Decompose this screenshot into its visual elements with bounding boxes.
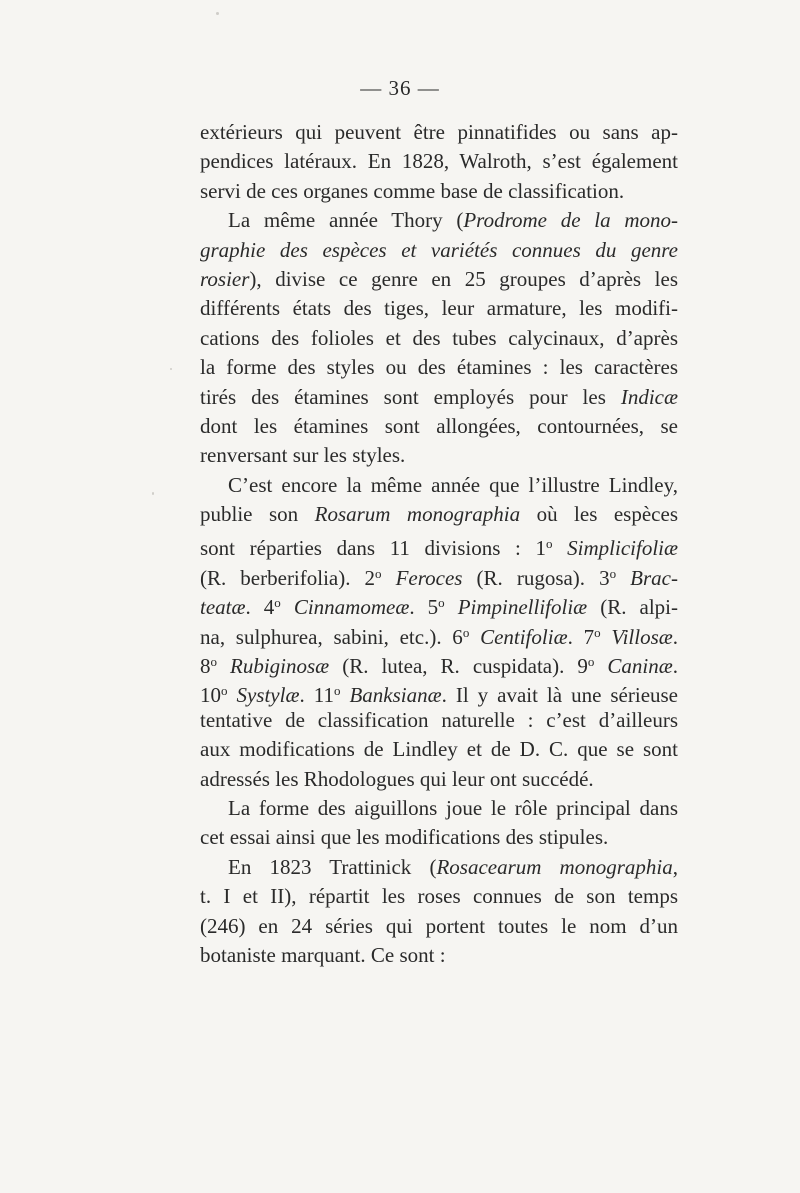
text-line [200, 676, 679, 708]
ordinal-superscript: o [462, 624, 470, 640]
text-run: (R. rugosa). 3 [462, 565, 610, 590]
italic-text: Villosæ [611, 624, 673, 649]
text-run [217, 654, 230, 678]
text-run: différents états des tiges, leur armature, les modifi- [200, 296, 678, 321]
text-line [200, 794, 678, 823]
text-run: botaniste marquant. Ce sont : [200, 942, 446, 967]
text-run: adressés les Rhodologues qui leur ont succédé. [200, 766, 594, 791]
body-text [200, 118, 678, 970]
text-run: cations des folioles et des tubes calycinaux, d’après [200, 325, 678, 350]
text-run: . 7 [567, 624, 595, 649]
text-run: tentative de classification naturelle : c’est d’ailleurs [200, 707, 678, 732]
text-run: La même année Thory ( [228, 208, 464, 233]
text-line [200, 177, 678, 206]
ordinal-superscript: o [546, 536, 553, 552]
text-run [553, 536, 568, 560]
text-run: servi de ces organes comme base de classification. [200, 178, 625, 203]
text-line [200, 735, 678, 764]
text-run: extérieurs qui peuvent être pinnatifides ou sans ap- [200, 120, 678, 144]
text-line [200, 441, 678, 470]
text-line [200, 147, 678, 176]
italic-text: Simplicifoliæ [567, 536, 678, 561]
ordinal-superscript: o [587, 654, 595, 670]
text-run: La forme des aiguillons joue le rôle principal dans [228, 795, 678, 820]
text-run: En 1823 Trattinick ( [228, 854, 437, 879]
text-run: 10 [200, 683, 221, 708]
text-run [594, 654, 607, 678]
ordinal-superscript: o [609, 565, 617, 581]
text-run: (R. alpi- [587, 595, 679, 620]
text-run [445, 595, 458, 619]
text-run: (R. lutea, R. cuspidata). 9 [329, 654, 588, 679]
italic-text: Rosacearum monographia [436, 854, 673, 879]
text-line [200, 353, 678, 382]
text-run: . 5 [409, 595, 439, 620]
text-line [200, 706, 678, 735]
text-run: la forme des styles ou des étamines : les caractères [200, 355, 678, 380]
italic-text: Centifoliæ [480, 624, 568, 649]
text-run: où les espèces [520, 502, 678, 527]
text-line [200, 500, 678, 529]
text-run [601, 625, 612, 649]
italic-text: Systylæ [236, 683, 300, 708]
italic-text: teatæ [200, 595, 246, 620]
text-run: t. I et II), répartit les roses connues de son temps [200, 884, 678, 909]
ordinal-superscript: o [221, 683, 228, 699]
italic-text: Feroces [395, 565, 463, 590]
ordinal-superscript: o [210, 654, 217, 670]
text-run: renversant sur les styles. [200, 443, 406, 468]
text-run: . [672, 624, 679, 649]
text-line [200, 412, 678, 441]
italic-text: Cinnamomeæ [293, 595, 410, 620]
paper-speck [170, 368, 172, 370]
page-number: — 36 — [360, 76, 440, 100]
ordinal-superscript: o [274, 595, 281, 611]
text-run: sont réparties dans 11 divisions : 1 [200, 536, 547, 561]
text-line [200, 383, 678, 412]
text-run [616, 566, 630, 590]
text-run: (R. berberifolia). 2 [200, 565, 376, 590]
text-run: . 11 [299, 683, 334, 708]
italic-text: Pimpinellifoliæ [457, 595, 588, 620]
italic-text: Prodrome de la mono- [463, 208, 678, 233]
ordinal-superscript: o [594, 624, 601, 640]
text-run [382, 566, 396, 590]
text-line [200, 882, 678, 911]
text-line [200, 471, 678, 500]
text-run: pendices latéraux. En 1828, Walroth, s’est également [200, 149, 678, 174]
ordinal-superscript: o [333, 683, 341, 699]
text-line [200, 765, 678, 794]
text-line [200, 118, 678, 147]
text-run: C’est encore la même année que l’illustre Lindley, [228, 472, 678, 497]
text-line [200, 647, 678, 679]
text-run: . Il y avait là une sérieuse [441, 683, 679, 708]
text-line [200, 294, 678, 323]
italic-text: Banksianæ [349, 683, 442, 708]
text-run: na, sulphurea, sabini, etc.). 6 [200, 624, 463, 649]
text-run [281, 595, 294, 619]
italic-text: Caninæ [607, 654, 673, 679]
italic-text: rosier [200, 266, 250, 291]
text-line [200, 324, 678, 353]
text-line [200, 853, 678, 882]
text-run: cet essai ainsi que les modifications des stipules. [200, 825, 609, 850]
italic-text: Indicæ [620, 384, 678, 409]
text-line [200, 529, 678, 561]
text-line [200, 941, 678, 970]
italic-text: Rubiginosæ [230, 654, 330, 679]
text-run: (246) en 24 séries qui portent toutes le nom d’un [200, 913, 678, 938]
text-line [200, 265, 678, 294]
italic-text: Brac- [630, 565, 678, 590]
text-run: . 4 [245, 595, 275, 620]
text-line [200, 236, 678, 265]
ordinal-superscript: o [438, 595, 445, 611]
text-run: . [672, 654, 678, 679]
italic-text: graphie des espèces et variétés connues du genre [200, 237, 678, 262]
text-run [469, 625, 480, 649]
text-line [200, 912, 678, 941]
text-run: publie son [200, 502, 315, 527]
text-run: , [672, 854, 678, 879]
text-line [200, 588, 679, 620]
text-line [200, 618, 678, 647]
text-line [200, 559, 678, 588]
text-line [200, 823, 678, 852]
italic-text: Rosarum monographia [314, 502, 521, 527]
paper-speck [152, 492, 154, 495]
text-run: 8 [200, 654, 211, 679]
text-line [200, 206, 678, 235]
text-run: tirés des étamines sont employés pour les [200, 384, 621, 409]
text-run: dont les étamines sont allongées, contournées, se [200, 413, 678, 438]
ordinal-superscript: o [375, 565, 382, 581]
text-run: aux modifications de Lindley et de D. C. que se sont [200, 737, 678, 762]
text-run: ), divise ce genre en 25 groupes d’après les [249, 266, 678, 291]
paper-speck [216, 12, 219, 15]
